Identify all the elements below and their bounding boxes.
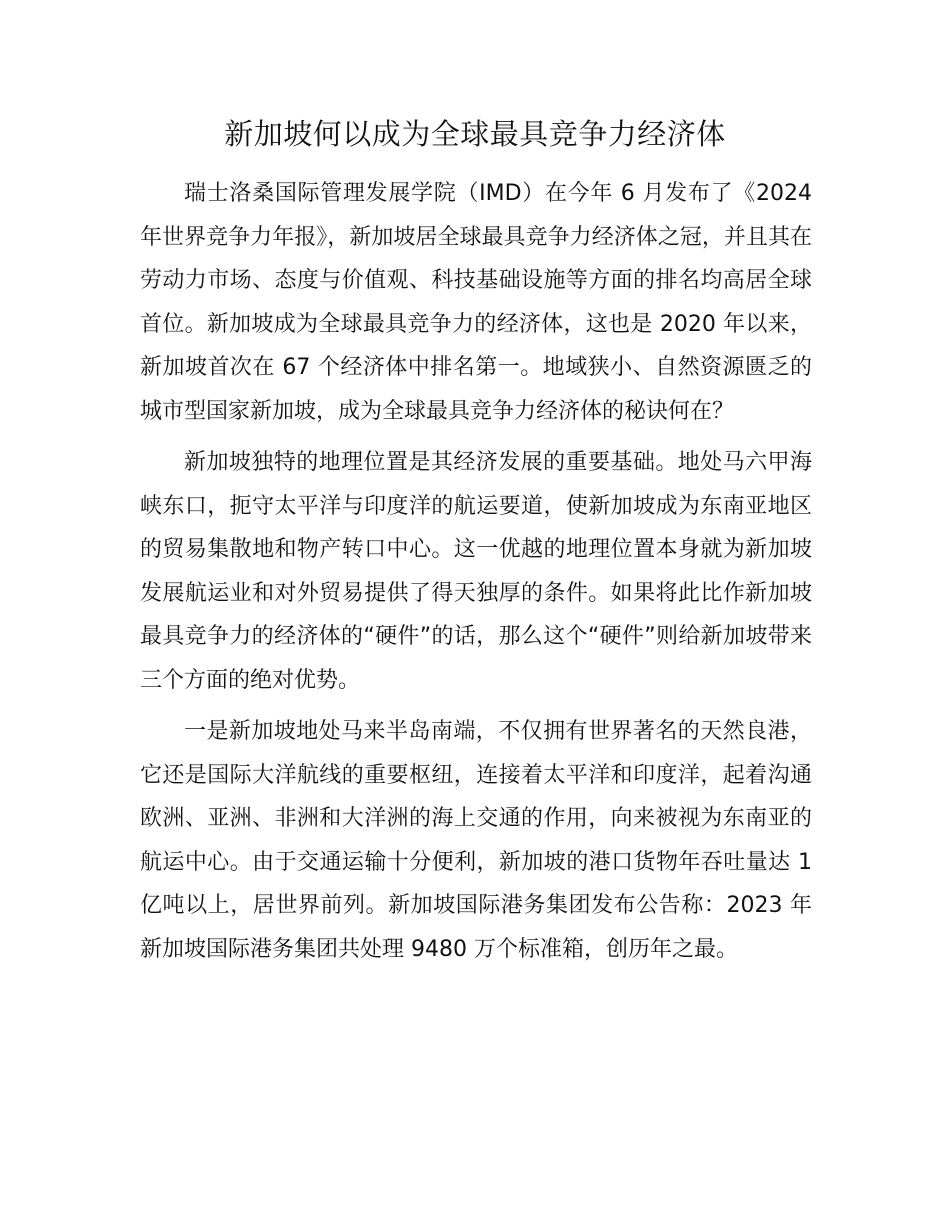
paragraph: 新加坡独特的地理位置是其经济发展的重要基础。地处马六甲海峡东口，扼守太平洋与印度洋的航运要道，使新加坡成为东南亚地区的贸易集散地和物产转口中心。这一优越的地理位置本身就为新加坡发展航运业和对外贸易提供了得天独厚的条件。如果将此比作新加坡最具竞争力的经济体的“硬件”的话，那么这个“硬件”则给新加坡带来三个方面的绝对优势。 bbox=[140, 450, 812, 693]
document-body bbox=[140, 172, 812, 979]
paragraph: 瑞士洛桑国际管理发展学院（IMD）在今年 6 月发布了《2024 年世界竞争力年报》，新加坡居全球最具竞争力经济体之冠，并且其在劳动力市场、态度与价值观、科技基础设施等方面的排名均高居全球首位。新加坡成为全球最具竞争力的经济体，这也是 2020 年以来，新加坡首次在 67 个经济体中排名第一。地域狭小、自然资源匮乏的城市型国家新加坡，成为全球最具竞争力经济体的秘诀何在？ bbox=[140, 181, 812, 424]
document-title: 新加坡何以成为全球最具竞争力经济体 bbox=[224, 117, 726, 151]
paragraph: 一是新加坡地处马来半岛南端，不仅拥有世界著名的天然良港，它还是国际大洋航线的重要枢纽，连接着太平洋和印度洋，起着沟通欧洲、亚洲、非洲和大洋洲的海上交通的作用，向来被视为东南亚的航运中心。由于交通运输十分便利，新加坡的港口货物年吞吐量达 1 亿吨以上，居世界前列。新加坡国际港务集团发布公告称：2023 年新加坡国际港务集团共处理 9480 万个标准箱，创历年之最。 bbox=[140, 719, 812, 962]
